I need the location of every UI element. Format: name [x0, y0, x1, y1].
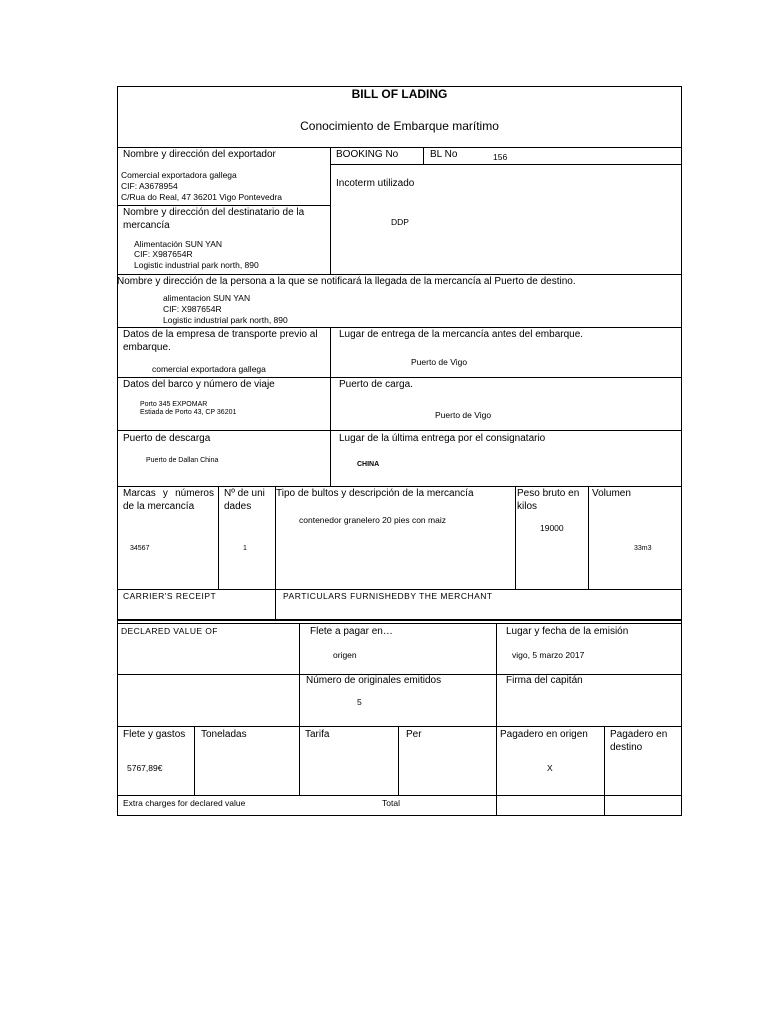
- delivery-place-label: Lugar de entrega de la mercancía antes del embarque.: [339, 329, 584, 340]
- per-label: Per: [406, 729, 422, 740]
- exporter-line: Comercial exportadora gallega: [121, 170, 237, 180]
- frame-left: [117, 86, 118, 816]
- discharge-port-label: Puerto de descarga: [123, 433, 211, 444]
- vessel-line: Porto 345 EXPOMAR: [140, 401, 208, 408]
- consignee-line: Alimentación SUN YAN: [134, 239, 223, 249]
- weight-value: 19000: [540, 523, 564, 533]
- originals-label: Número de originales emitidos: [306, 675, 442, 686]
- loading-port-value: Puerto de Vigo: [435, 410, 492, 420]
- total-label: Total: [382, 798, 400, 808]
- divider: [117, 430, 682, 431]
- booking-label: BOOKING No: [336, 149, 399, 160]
- loading-port-label: Puerto de carga.: [339, 379, 413, 390]
- carrier-label: Datos de la empresa de transporte previo al embarque.: [123, 329, 318, 353]
- last-delivery-label: Lugar de la última entrega por el consignatario: [339, 433, 546, 444]
- freight-payable-label: Flete a pagar en…: [310, 626, 393, 637]
- extra-charges-label: Extra charges for declared value: [123, 798, 246, 808]
- bl-value: 156: [493, 152, 508, 162]
- weight-label: Peso bruto en kilos: [517, 488, 580, 512]
- issue-value: vigo, 5 marzo 2017: [512, 650, 585, 660]
- divider-v: [218, 486, 219, 589]
- carrier-value: comercial exportadora gallega: [152, 364, 266, 374]
- description-value: contenedor granelero 20 pies con maiz: [299, 515, 446, 525]
- divider: [117, 795, 682, 796]
- vessel-line: Estiada de Porto 43, CP 36201: [140, 409, 237, 416]
- divider-v: [299, 726, 300, 795]
- vessel-label: Datos del barco y número de viaje: [123, 379, 275, 390]
- payable-origin-label: Pagadero en origen: [500, 729, 588, 740]
- freight-payable-value: origen: [333, 650, 357, 660]
- marks-value: 34567: [130, 545, 150, 552]
- document-subtitle: Conocimiento de Embarque marítimo: [300, 119, 499, 133]
- volume-label: Volumen: [592, 488, 631, 499]
- incoterm-value: DDP: [391, 217, 409, 227]
- divider-v: [330, 147, 331, 274]
- divider-v: [423, 147, 424, 164]
- frame-right: [681, 86, 682, 816]
- consignee-line: Logistic industrial park north, 890: [134, 260, 259, 270]
- consignee-label: Nombre y dirección del destinatario de la mercancía: [123, 207, 305, 231]
- document-title: BILL OF LADING: [351, 87, 448, 101]
- exporter-line: CIF: A3678954: [121, 181, 178, 191]
- freight-charges-value: 5767,89€: [127, 763, 163, 773]
- incoterm-label: Incoterm utilizado: [336, 178, 415, 189]
- divider-v: [496, 623, 497, 726]
- rate-label: Tarifa: [305, 729, 330, 740]
- issue-label: Lugar y fecha de la emisión: [506, 626, 629, 637]
- notify-line: Logistic industrial park north, 890: [163, 315, 288, 325]
- divider-double: [117, 619, 682, 621]
- exporter-label: Nombre y dirección del exportador: [123, 149, 276, 160]
- divider-v: [398, 726, 399, 795]
- captain-signature-label: Firma del capitán: [506, 675, 583, 686]
- particulars-label: PARTICULARS FURNISHEDBY THE MERCHANT: [283, 591, 493, 601]
- notify-label: Nombre y dirección de la persona a la que se notificará la llegada de la mercancía al Puerto de destino.: [117, 276, 576, 287]
- discharge-port-value: Puerto de Dallan China: [146, 457, 219, 464]
- payable-destination-label: Pagadero en destino: [610, 729, 668, 753]
- divider-v: [275, 486, 276, 621]
- divider-v: [299, 623, 300, 726]
- notify-line: alimentacion SUN YAN: [163, 293, 251, 303]
- bill-of-lading-form: [117, 86, 682, 816]
- consignee-line: CIF: X987654R: [134, 249, 193, 259]
- description-label: Tipo de bultos y descripción de la mercancía: [276, 488, 474, 499]
- divider-v: [604, 726, 605, 816]
- divider-double: [117, 623, 682, 624]
- last-delivery-value: CHINA: [357, 461, 380, 468]
- delivery-place-value: Puerto de Vigo: [411, 357, 468, 367]
- divider: [330, 164, 682, 165]
- payable-origin-value: X: [547, 763, 553, 773]
- divider-v: [496, 726, 497, 816]
- divider-v: [194, 726, 195, 795]
- divider: [117, 726, 682, 727]
- divider-v: [515, 486, 516, 589]
- declared-value-label: DECLARED VALUE OF: [121, 626, 218, 636]
- exporter-line: C/Rua do Real, 47 36201 Vigo Pontevedra: [121, 192, 282, 202]
- volume-value: 33m3: [634, 545, 652, 552]
- tons-label: Toneladas: [201, 729, 247, 740]
- divider: [117, 589, 682, 590]
- bl-label: BL No: [430, 149, 458, 160]
- units-value: 1: [243, 545, 247, 552]
- freight-charges-label: Flete y gastos: [123, 729, 186, 740]
- divider-v: [330, 327, 331, 486]
- frame-bottom: [117, 815, 682, 816]
- divider-v: [588, 486, 589, 589]
- notify-line: CIF: X987654R: [163, 304, 222, 314]
- carrier-receipt-label: CARRIER'S RECEIPT: [123, 591, 217, 601]
- marks-label: Marcas y números de la mercancía: [123, 488, 214, 512]
- originals-value: 5: [357, 697, 362, 707]
- units-label: Nº de unidades: [224, 488, 265, 512]
